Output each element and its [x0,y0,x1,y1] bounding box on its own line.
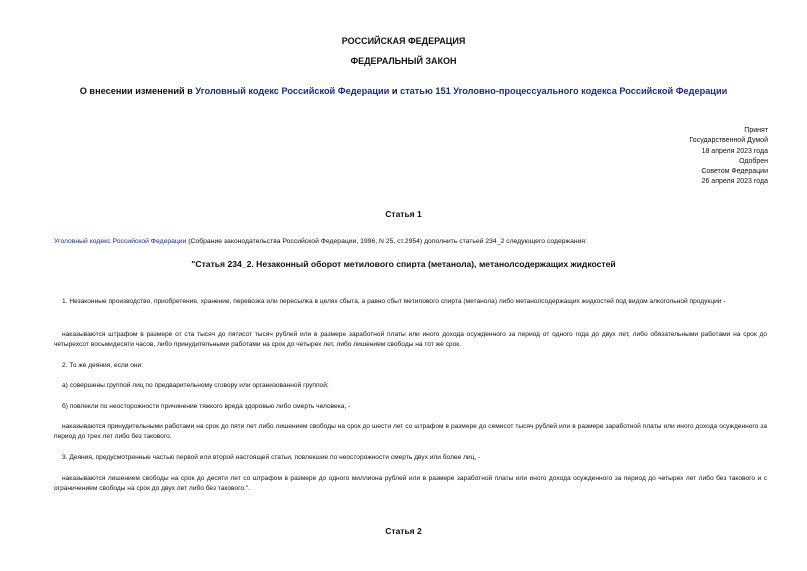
adopted-by: Государственной Думой [689,137,768,145]
new-article-title: "Статья 234_2. Незаконный оборот метилового спирта (метанола), метанолсодержащих жидкостей [191,259,616,269]
paragraph-text: 3. Деяния, предусмотренные частью первой или второй настоящей статьи, повлекшие по неосторожности смерть двух или более лиц, - [62,454,481,461]
paragraph-4 [54,381,767,391]
paragraph-2 [54,330,767,350]
paragraph-text: а) совершены группой лиц по предварительному сговору или организованной группой; [62,382,329,389]
article-1-intro-text: (Собрание законодательства Российской Федерации, 1996, N 25, ст.2954) дополнить статьей 234_2 следующего содержания: [186,238,587,245]
paragraph-1 [54,297,767,307]
law-type-heading: ФЕДЕРАЛЬНЫЙ ЗАКОН [350,56,457,66]
paragraph-6 [54,422,767,442]
approved-label: Одобрен [739,157,768,165]
article-151-link[interactable]: статью 151 Уголовно-процессуального кодекса Российской Федерации [400,86,728,96]
article-1-intro [54,238,774,245]
law-title [0,86,807,96]
approved-date: 26 апреля 2023 года [701,178,768,186]
paragraph-text: наказываются штрафом в размере от ста тысяч до пятисот тысяч рублей или в размере заработной платы или иного дохода осужденного за период от одного года до двух лет, либо обязательными работами на срок до четырехсот восьмидесяти часов, либо принудительными работами на срок до четырех лет, либо лишением свободы на тот же срок. [54,331,767,348]
adoption-block [689,126,768,188]
paragraph-text: наказываются лишением свободы на срок до десяти лет со штрафом в размере до одного миллиона рублей или в размере заработной платы или иного дохода осужденного за период до четырех лет либо без такового и с ограничением свободы на срок до двух лет либо без такового.". [54,475,767,492]
paragraph-7 [54,453,767,463]
paragraph-text: б) повлекли по неосторожности причинение тяжкого вреда здоровью либо смерть человека, - [62,403,351,410]
approved-by: Советом Федерации [701,168,768,176]
article-1-heading: Статья 1 [385,209,422,219]
paragraph-5 [54,402,767,412]
paragraph-text: 1. Незаконные производство, приобретение, хранение, перевозка или пересылка в целях сбыта, а равно сбыт метилового спирта (метанола) либо метанолсодержащих жидкостей под видом алкогольной продукции - [62,298,726,305]
paragraph-3 [54,361,767,371]
article-2-heading: Статья 2 [385,526,422,536]
title-text-1: О внесении изменений в [79,86,196,96]
paragraph-8 [54,474,767,494]
title-text-2: и [389,86,401,96]
paragraph-text: 2. То же деяния, если они: [62,362,144,369]
criminal-code-intro-link[interactable]: Уголовный кодекс Российской Федерации [54,238,187,245]
country-heading: РОССИЙСКАЯ ФЕДЕРАЦИЯ [341,36,466,46]
adopted-label: Принят [744,127,768,134]
paragraph-text: наказываются принудительными работами на срок до пяти лет либо лишением свободы на срок до шести лет со штрафом в размере до семисот тысяч рублей или в размере заработной платы или иного дохода осужденного за период до трех лет либо без такового. [54,423,767,440]
criminal-code-link[interactable]: Уголовный кодекс Российской Федерации [195,86,390,96]
adopted-date: 18 апреля 2023 года [701,147,768,155]
